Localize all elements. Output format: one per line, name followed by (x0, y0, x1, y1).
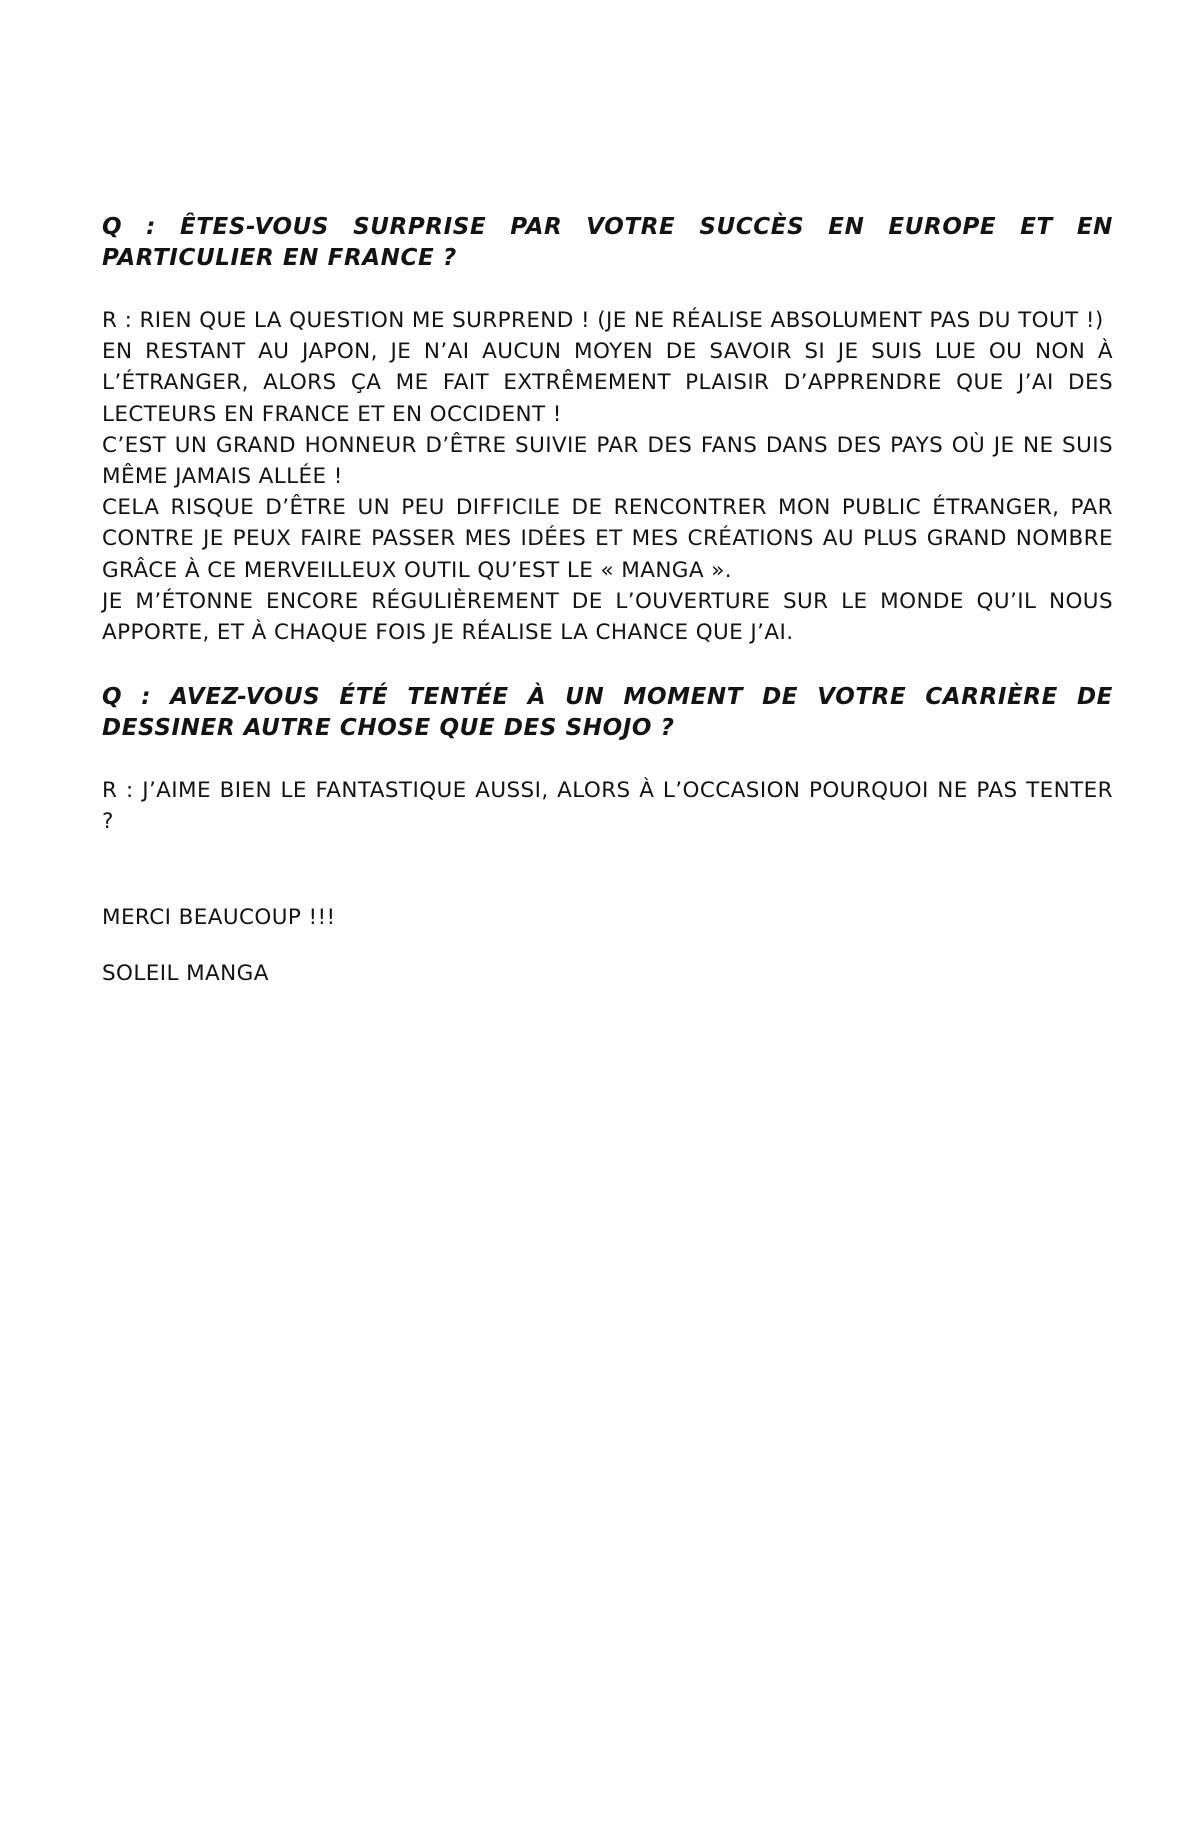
answer-1-paragraph: R : RIEN QUE LA QUESTION ME SURPREND ! (JE NE RÉALISE ABSOLUMENT PAS DU TOUT !) (102, 308, 1104, 333)
answer-1-paragraph: JE M’ÉTONNE ENCORE RÉGULIÈREMENT DE L’OUVERTURE SUR LE MONDE QU’IL NOUS APPORTE, ET À CHAQUE FOIS JE RÉALISE LA CHANCE QUE J’AI. (102, 588, 1113, 646)
signature (102, 958, 1113, 989)
answer-1-paragraph: EN RESTANT AU JAPON, JE N’AI AUCUN MOYEN DE SAVOIR SI JE SUIS LUE OU NON À L’ÉTRANGER, ALORS ÇA ME FAIT EXTRÊMEMENT PLAISIR D’APPRENDRE QUE J’AI DES LECTEURS EN FRANCE ET EN OCCIDENT ! (102, 339, 1113, 427)
question-2: Q : AVEZ-VOUS ÉTÉ TENTÉE À UN MOMENT DE VOTRE CARRIÈRE DE DESSINER AUTRE CHOSE QUE DES SHOJO ? (102, 684, 1113, 742)
answer-2 (102, 775, 1113, 837)
question-1: Q : ÊTES-VOUS SURPRISE PAR VOTRE SUCCÈS EN EUROPE ET EN PARTICULIER EN FRANCE ? (102, 214, 1113, 271)
answer-2-paragraph: R : J’AIME BIEN LE FANTASTIQUE AUSSI, ALORS À L’OCCASION POURQUOI NE PAS TENTER ? (102, 778, 1113, 835)
answer-1-paragraph: C’EST UN GRAND HONNEUR D’ÊTRE SUIVIE PAR DES FANS DANS DES PAYS OÙ JE NE SUIS MÊME JAMAIS ALLÉE ! (102, 432, 1113, 490)
interview-page (102, 212, 1113, 989)
thanks-text: MERCI BEAUCOUP !!! (102, 904, 336, 930)
thanks-line (102, 902, 1113, 933)
answer-1-paragraph: CELA RISQUE D’ÊTRE UN PEU DIFFICILE DE RENCONTRER MON PUBLIC ÉTRANGER, PAR CONTRE JE PEUX FAIRE PASSER MES IDÉES ET MES CRÉATIONS AU PLUS GRAND NOMBRE GRÂCE À CE MERVEILLEUX OUTIL QU’EST LE « MANGA ». (102, 495, 1113, 583)
signature-text: SOLEIL MANGA (102, 960, 269, 986)
answer-1 (102, 305, 1113, 648)
